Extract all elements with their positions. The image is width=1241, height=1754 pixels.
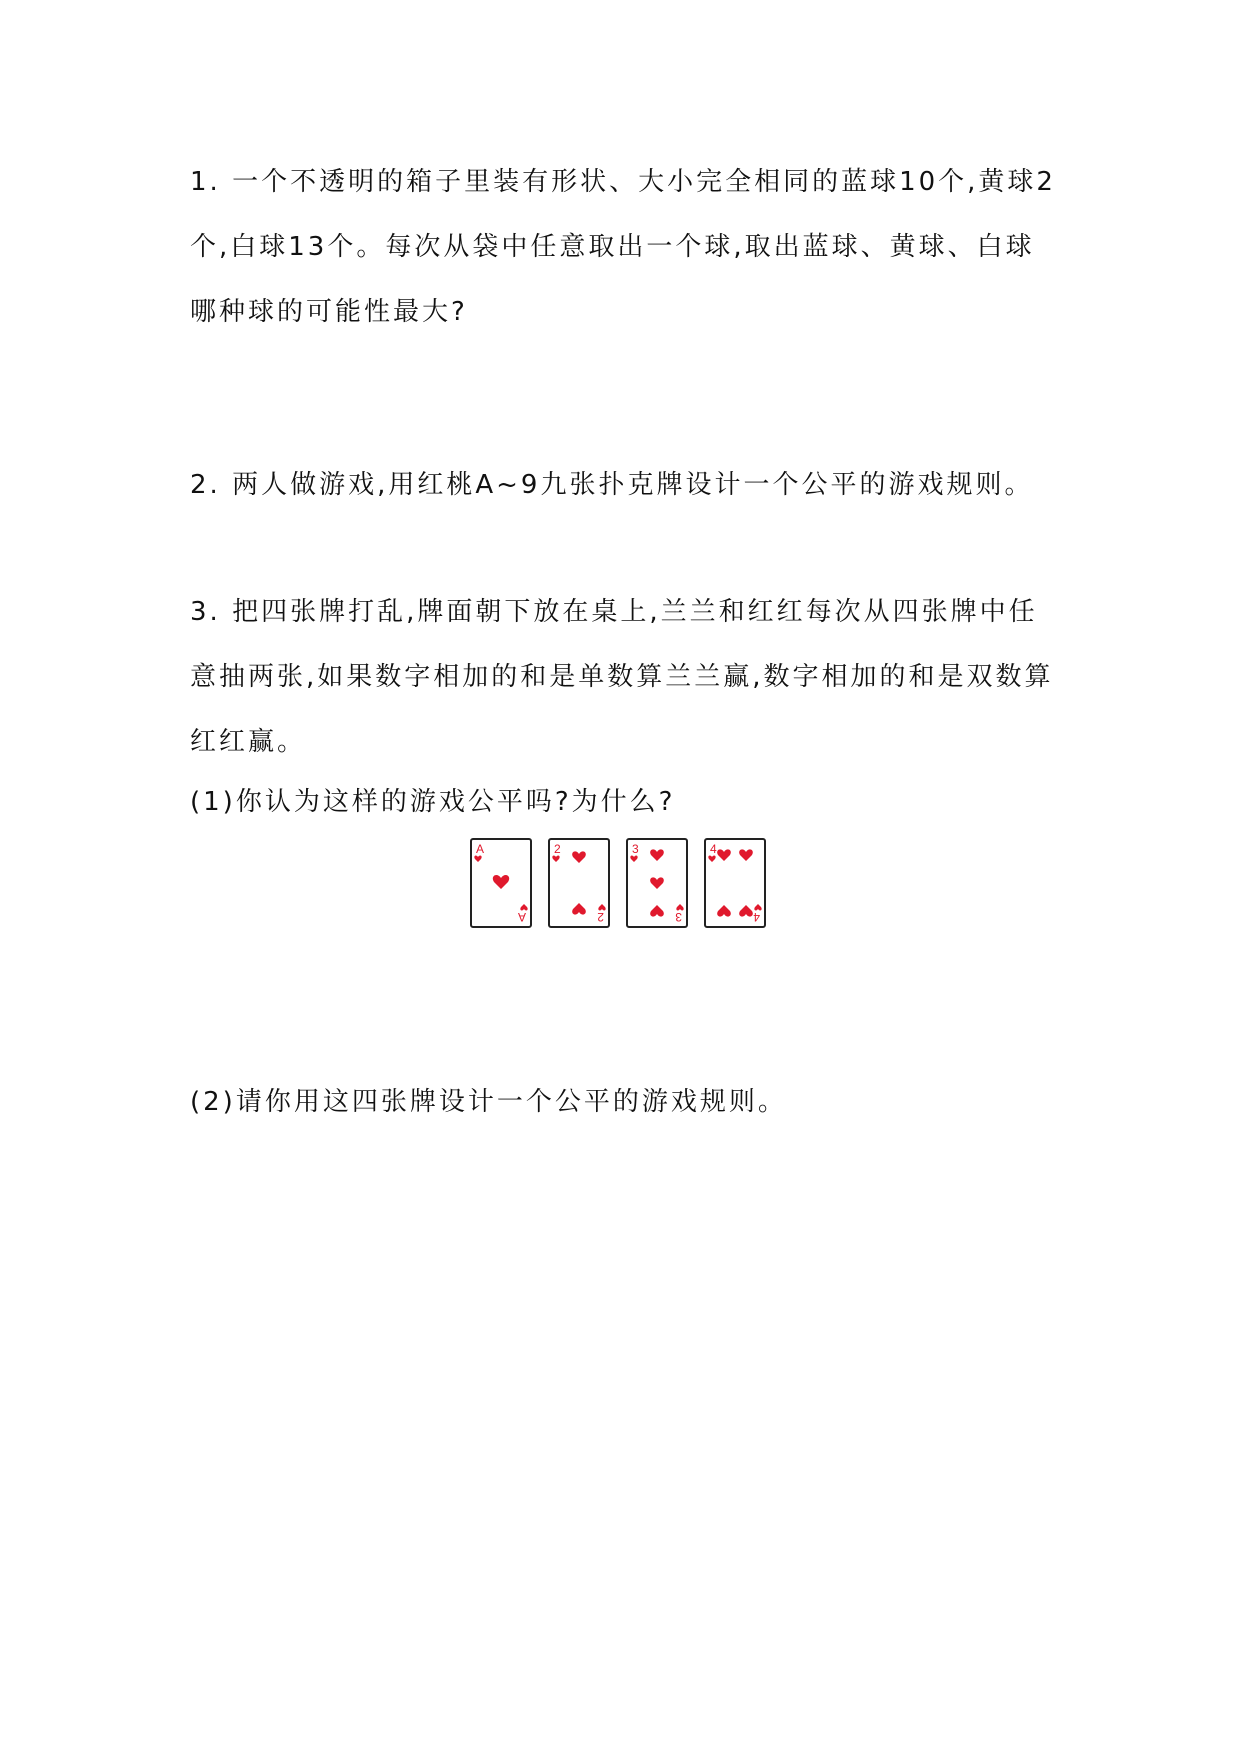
card-3-hearts	[626, 838, 688, 928]
card-2-hearts	[548, 838, 610, 928]
heart-icon	[474, 856, 509, 889]
svg-text:A: A	[517, 910, 526, 924]
heart-icon	[630, 849, 663, 916]
question-3-sub-2: (2)请你用这四张牌设计一个公平的游戏规则。	[190, 1087, 787, 1117]
svg-text:3: 3	[675, 910, 682, 924]
svg-text:4: 4	[753, 910, 760, 924]
question-1: 1. 一个不透明的箱子里装有形状、大小完全相同的蓝球10个,黄球2个,白球13个。每次从袋中任意取出一个球,取出蓝球、黄球、白球哪种球的可能性最大?	[190, 167, 1056, 327]
question-3: 3. 把四张牌打乱,牌面朝下放在桌上,兰兰和红红每次从四张牌中任意抽两张,如果数字相加的和是单数算兰兰赢,数字相加的和是双数算红红赢。	[190, 597, 1054, 757]
card-ace-hearts	[470, 838, 532, 928]
svg-text:2: 2	[597, 910, 604, 924]
playing-cards	[470, 838, 790, 934]
question-2: 2. 两人做游戏,用红桃A~9九张扑克牌设计一个公平的游戏规则。	[190, 470, 1034, 500]
heart-icon	[708, 849, 752, 916]
card-rank: A	[476, 842, 485, 856]
card-4-hearts	[704, 838, 766, 928]
heart-icon	[552, 851, 585, 914]
card-rank: 3	[632, 842, 639, 856]
card-rank: 2	[554, 842, 561, 856]
card-rank: 4	[710, 842, 717, 856]
question-3-sub-1: (1)你认为这样的游戏公平吗?为什么?	[190, 787, 676, 817]
